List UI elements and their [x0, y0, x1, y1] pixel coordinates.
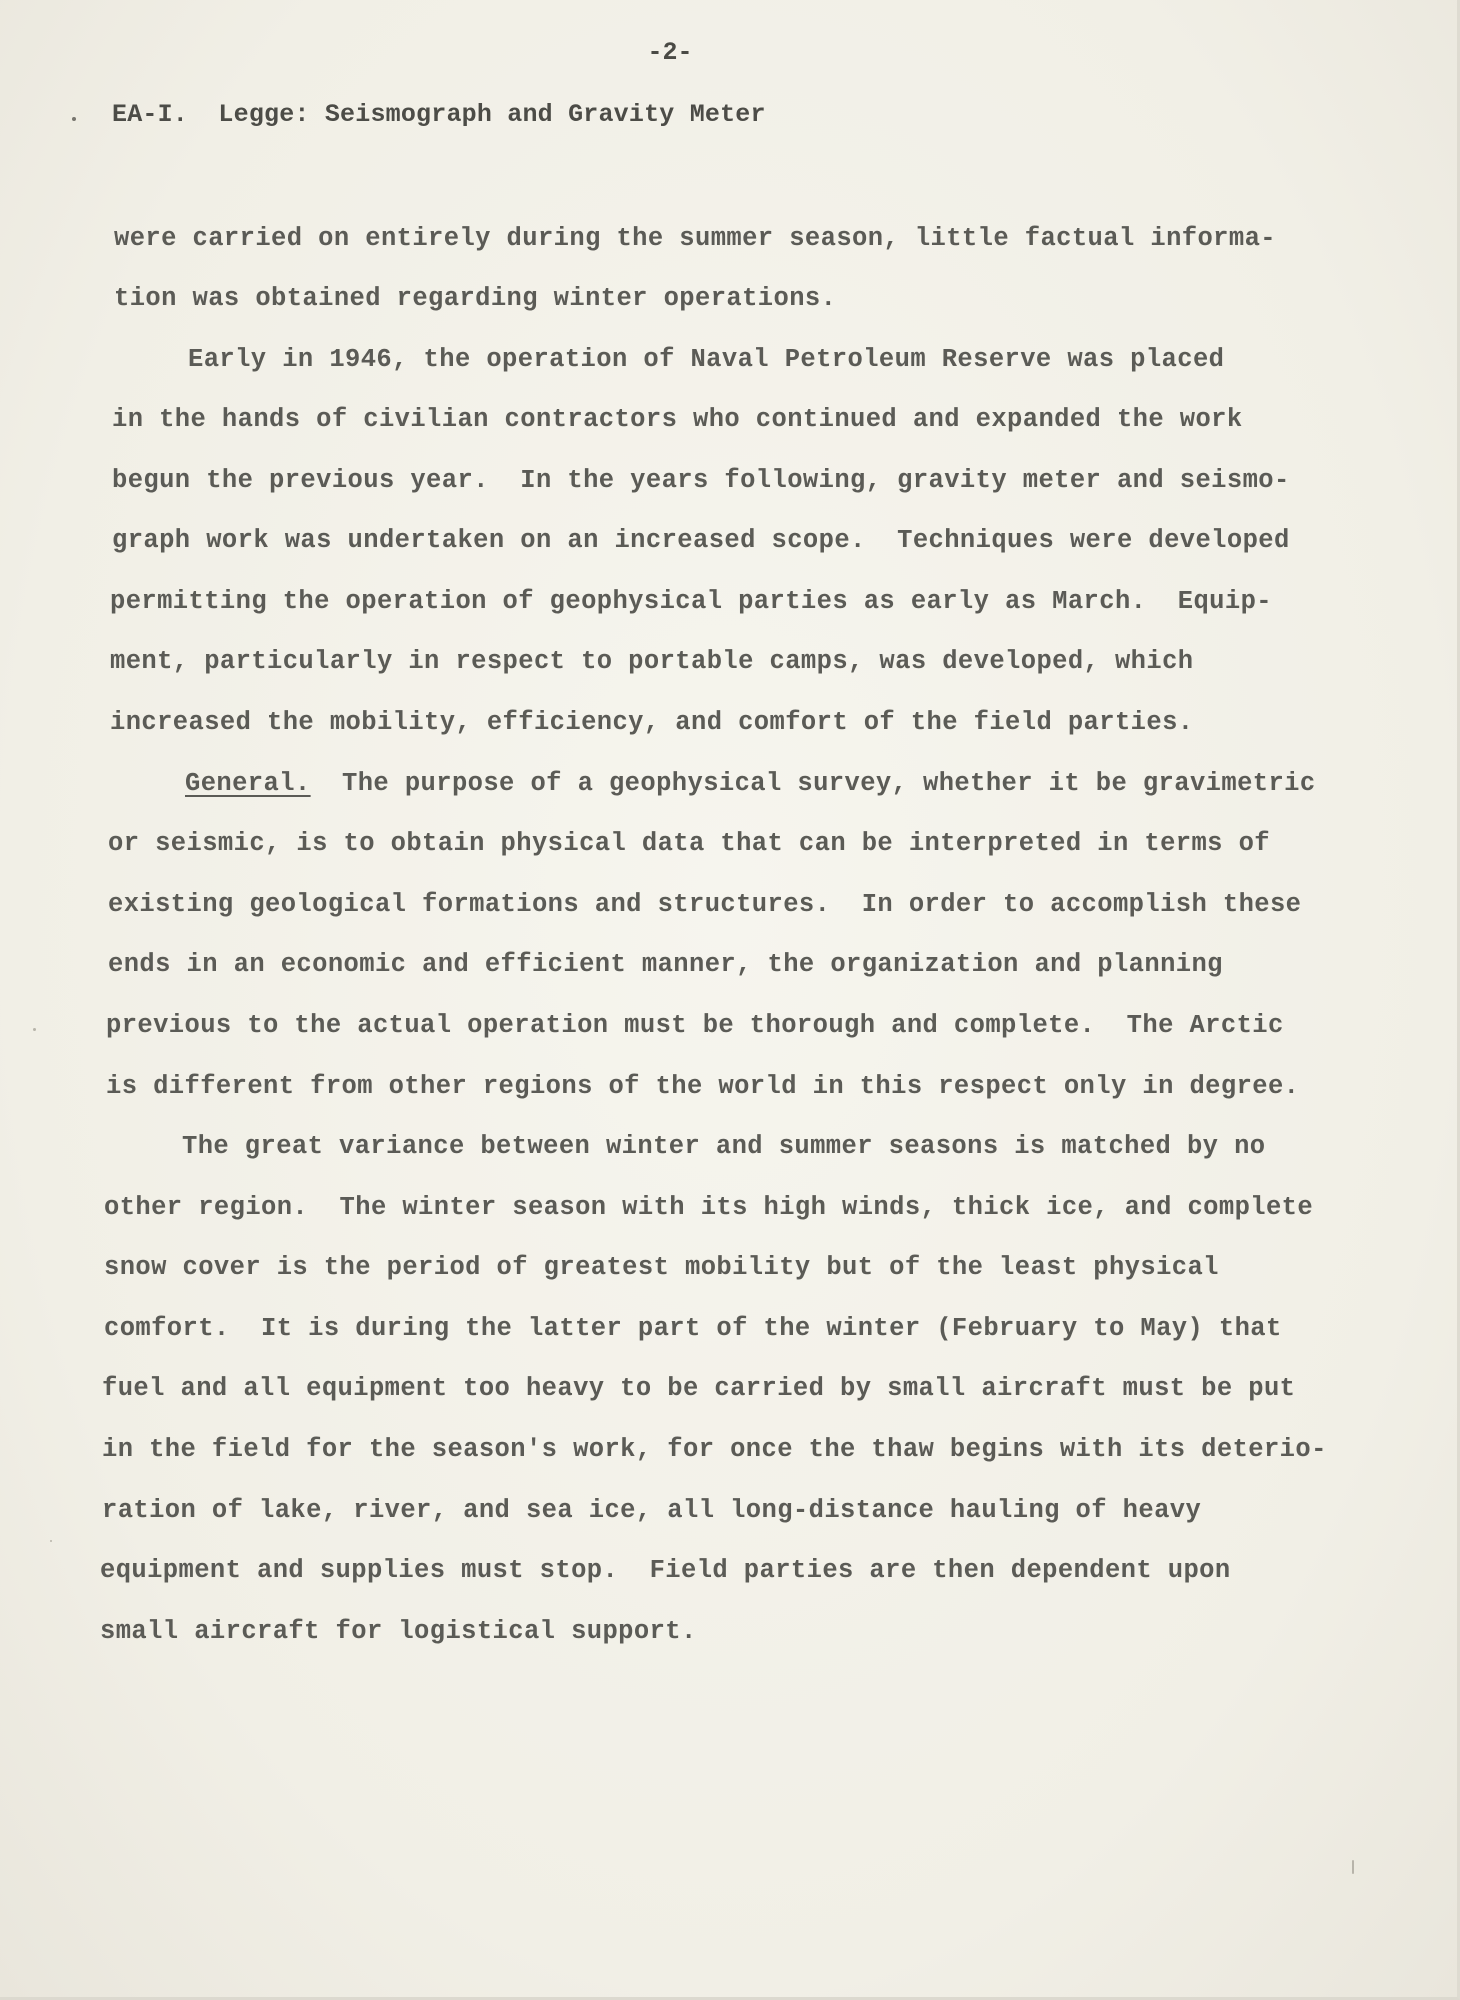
text-line: is different from other regions of the world in this respect only in degree.	[106, 1072, 1300, 1101]
text-line: equipment and supplies must stop. Field parties are then dependent upon	[100, 1556, 1231, 1585]
text-line: ends in an economic and efficient manner, the organization and planning	[108, 950, 1223, 979]
text-line: existing geological formations and structures. In order to accomplish these	[108, 890, 1302, 919]
text-line: fuel and all equipment too heavy to be carried by small aircraft must be put	[102, 1374, 1296, 1403]
header-title: Legge: Seismograph and Gravity Meter	[218, 100, 766, 129]
text-line: ration of lake, river, and sea ice, all long-distance hauling of heavy	[102, 1496, 1202, 1525]
text-line: begun the previous year. In the years following, gravity meter and seismo-	[112, 466, 1290, 495]
text-line: permitting the operation of geophysical parties as early as March. Equip-	[110, 587, 1272, 616]
text-line: Early in 1946, the operation of Naval Petroleum Reserve was placed	[188, 345, 1225, 374]
paper-speck	[1352, 1860, 1354, 1874]
text-line: comfort. It is during the latter part of the winter (February to May) that	[104, 1314, 1282, 1343]
page-number: -2-	[647, 38, 693, 67]
text-line: snow cover is the period of greatest mobility but of the least physical	[104, 1253, 1219, 1282]
section-heading: General.	[185, 769, 311, 798]
text-line: other region. The winter season with its high winds, thick ice, and complete	[104, 1193, 1314, 1222]
text-line: graph work was undertaken on an increased scope. Techniques were developed	[112, 526, 1290, 555]
header-section: EA-I.	[112, 100, 189, 129]
text-line: ment, particularly in respect to portable camps, was developed, which	[110, 647, 1194, 676]
text-line: increased the mobility, efficiency, and comfort of the field parties.	[110, 708, 1194, 737]
text-line: tion was obtained regarding winter operations.	[114, 284, 837, 313]
text-line: small aircraft for logistical support.	[100, 1617, 697, 1646]
text-line: in the hands of civilian contractors who continued and expanded the work	[112, 405, 1243, 434]
text-line: previous to the actual operation must be thorough and complete. The Arctic	[106, 1011, 1284, 1040]
text-line: The great variance between winter and summer seasons is matched by no	[182, 1132, 1266, 1161]
text-line: were carried on entirely during the summer season, little factual informa-	[114, 224, 1276, 253]
text-line: in the field for the season's work, for once the thaw begins with its deterio-	[102, 1435, 1327, 1464]
text-line	[185, 769, 1316, 798]
heading-line-text: The purpose of a geophysical survey, whether it be gravimetric	[342, 769, 1316, 798]
text-line: or seismic, is to obtain physical data that can be interpreted in terms of	[108, 829, 1270, 858]
paper-speck	[33, 1028, 36, 1031]
paper-speck	[50, 1540, 52, 1542]
